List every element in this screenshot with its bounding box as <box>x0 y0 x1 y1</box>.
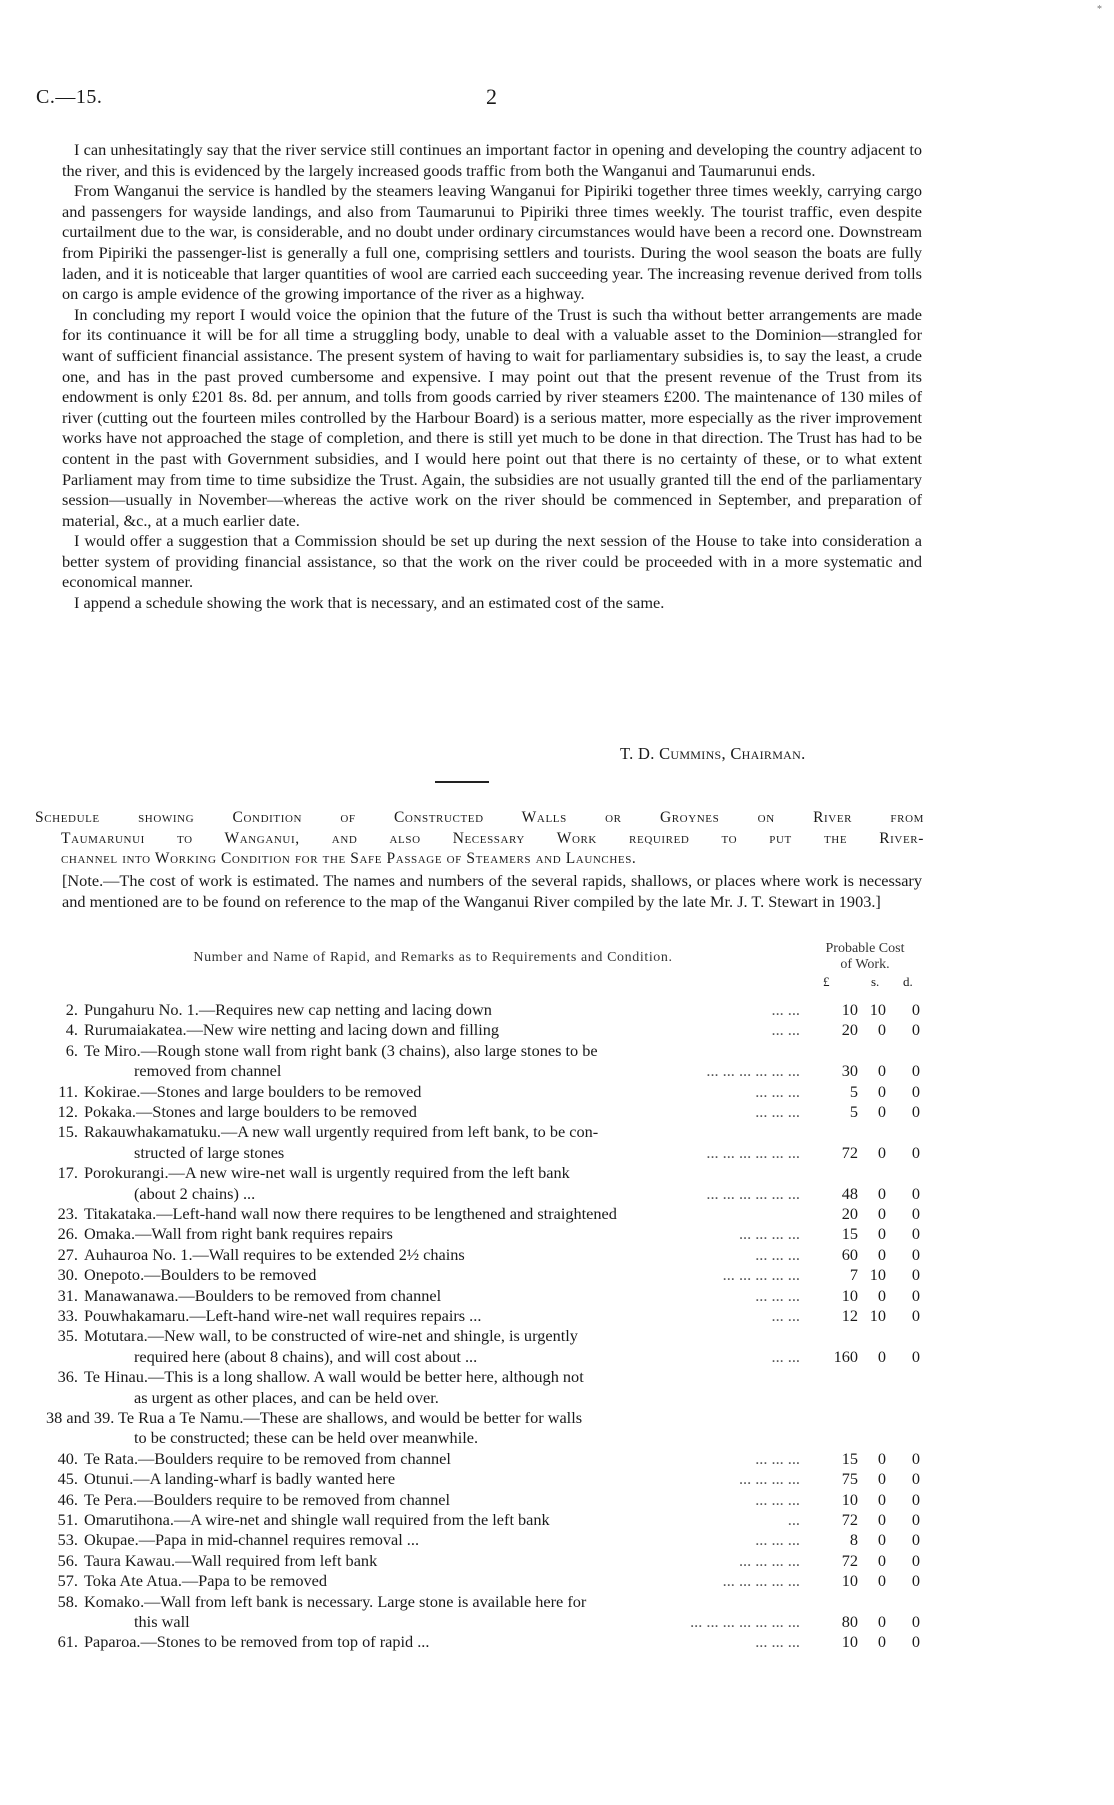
cost-pence: 0 <box>911 1530 920 1550</box>
cost-pounds: 72 <box>841 1550 858 1570</box>
cost-pence: 0 <box>911 1020 920 1040</box>
row-description: Auhauroa No. 1.—Wall requires to be extended 2½ chains <box>84 1244 465 1264</box>
cost-pence: 0 <box>911 1448 920 1468</box>
row-number: 12. <box>57 1102 78 1121</box>
leader-dots: ... ... ... <box>755 1285 800 1305</box>
cost-shillings: 0 <box>877 1469 886 1489</box>
cost-pence: 0 <box>911 1632 920 1652</box>
table-row <box>0 1367 1114 1388</box>
table-row <box>0 1469 1114 1490</box>
row-description: Omarutihona.—A wire-net and shingle wall required from the left bank <box>84 1510 550 1529</box>
leader-dots: ... ... <box>771 1020 800 1040</box>
row-description: Titakataka.—Left-hand wall now there requires to be lengthened and straightened <box>84 1204 617 1223</box>
cost-pence: 0 <box>911 1061 920 1081</box>
leader-dots: ... ... ... ... <box>738 1224 800 1244</box>
leader-dots: ... <box>787 1510 800 1529</box>
row-description: Komako.—Wall from left bank is necessary. Large stone is available here for <box>84 1591 587 1611</box>
row-description: Manawanawa.—Boulders to be removed from channel <box>84 1285 442 1305</box>
table-row <box>0 1510 1114 1531</box>
table-row <box>0 1408 1114 1429</box>
row-description: Okupae.—Papa in mid-channel requires removal ... <box>84 1530 420 1550</box>
row-number: 11. <box>58 1081 78 1101</box>
corner-mark: * <box>1097 4 1102 15</box>
cost-shillings: 0 <box>877 1081 886 1101</box>
cost-pence: 0 <box>911 1224 920 1244</box>
table-row <box>0 1163 1114 1184</box>
cost-pence: 0 <box>911 1183 920 1203</box>
report-paragraph: I append a schedule showing the work that is necessary, and an estimated cost of the same. <box>74 593 665 613</box>
cost-pounds: 5 <box>849 1102 858 1121</box>
row-description-continuation: as urgent as other places, and can be held over. <box>134 1387 439 1407</box>
cost-shillings: 0 <box>877 1061 886 1081</box>
table-row <box>0 1041 1114 1062</box>
leader-dots: ... ... ... <box>755 1632 800 1652</box>
row-number: 26. <box>57 1224 78 1244</box>
table-row <box>0 1000 1114 1021</box>
cost-pence: 0 <box>911 1102 920 1121</box>
leader-dots: ... ... ... ... <box>738 1469 800 1489</box>
cost-pence: 0 <box>911 1306 920 1325</box>
leader-dots: ... ... ... <box>755 1448 800 1468</box>
cost-shillings: 0 <box>877 1550 886 1570</box>
row-number: 27. <box>57 1244 78 1264</box>
leader-dots: ... ... ... <box>755 1530 800 1550</box>
leader-dots: ... ... ... ... ... <box>722 1265 800 1285</box>
row-description: Rurumaiakatea.—New wire netting and lacing down and filling <box>84 1020 500 1040</box>
row-description-continuation: to be constructed; these can be held over meanwhile. <box>134 1428 479 1448</box>
table-row <box>0 1326 1114 1347</box>
table-row <box>0 1530 1114 1551</box>
cost-pounds: 72 <box>841 1142 858 1162</box>
cost-shillings: 10 <box>869 1306 886 1325</box>
table-row <box>0 1632 1114 1653</box>
row-description: Te Pera.—Boulders require to be removed from channel <box>84 1489 450 1509</box>
cost-pence: 0 <box>911 1285 920 1305</box>
cost-shillings: 0 <box>877 1448 886 1468</box>
table-row <box>0 1592 1114 1613</box>
table-row-continuation <box>0 1143 1114 1164</box>
table-row <box>0 1204 1114 1225</box>
row-description-continuation: (about 2 chains) ... <box>134 1183 256 1203</box>
table-row <box>0 1306 1114 1327</box>
leader-dots: ... ... ... ... ... ... <box>706 1183 800 1203</box>
cost-shillings: 0 <box>877 1346 886 1366</box>
pence-symbol: d. <box>903 974 913 989</box>
cost-pence: 0 <box>911 1550 920 1570</box>
cost-shillings: 0 <box>877 1632 886 1652</box>
cost-shillings: 0 <box>877 1285 886 1305</box>
cost-shillings: 0 <box>877 1183 886 1203</box>
column-header: Number and Name of Rapid, and Remarks as to Requirements and Condition. <box>193 950 673 965</box>
row-number: 17. <box>57 1163 78 1183</box>
leader-dots: ... ... ... ... <box>738 1550 800 1570</box>
cost-pounds: 75 <box>841 1469 858 1489</box>
row-description: Otunui.—A landing-wharf is badly wanted here <box>84 1469 396 1489</box>
leader-dots: ... ... ... <box>755 1489 800 1509</box>
cost-pence: 0 <box>911 1510 920 1529</box>
cost-pounds: 10 <box>841 1489 858 1509</box>
cost-pounds: 10 <box>841 1000 858 1019</box>
schedule-title-line: Schedule showing Condition of Constructed Walls or Groynes on River from <box>35 809 924 826</box>
table-row-continuation <box>0 1428 1114 1449</box>
leader-dots: ... ... ... ... ... ... <box>706 1061 800 1081</box>
table-row <box>0 1286 1114 1307</box>
document-reference: C.—15. <box>36 86 103 108</box>
page-number: 2 <box>486 84 497 109</box>
row-description: Te Rata.—Boulders require to be removed from channel <box>84 1448 451 1468</box>
leader-dots: ... ... ... <box>755 1081 800 1101</box>
row-number: 6. <box>65 1040 78 1060</box>
cost-pounds: 15 <box>841 1224 858 1244</box>
row-description-continuation: structed of large stones <box>134 1142 285 1162</box>
cost-shillings: 0 <box>877 1510 886 1529</box>
cost-pounds: 48 <box>841 1183 858 1203</box>
row-description: Taura Kawau.—Wall required from left bank <box>84 1550 378 1570</box>
table-row <box>0 1571 1114 1592</box>
cost-pence: 0 <box>911 1469 920 1489</box>
report-paragraph: From Wanganui the service is handled by the steamers leaving Wanganui for Pipiriki together three times weekly, carrying cargo and passengers for wayside landings, and also from Taumarunui to Pipiriki three times weekly. The tourist traffic, even despite curtailment due to the war, is considerable, and no doubt under ordinary circumstances would have been a record one. Downstream from Pipiriki the passenger-list is generally a full one, comprising settlers and tourists. During the wool season the boats are fully laden, and it is noticeable that larger quantities of wool are carried each succeeding year. The increasing revenue derived from tolls on cargo is ample evidence of the growing importance of the river as a highway. <box>62 181 922 304</box>
cost-shillings: 0 <box>877 1571 886 1591</box>
cost-shillings: 10 <box>869 1265 886 1285</box>
table-row <box>0 1245 1114 1266</box>
row-number: 33. <box>57 1306 78 1325</box>
cost-pounds: 8 <box>849 1530 858 1550</box>
table-row <box>0 1082 1114 1103</box>
shillings-symbol: s. <box>871 974 880 989</box>
row-number: 31. <box>57 1285 78 1305</box>
row-number: 4. <box>65 1020 78 1040</box>
cost-shillings: 0 <box>877 1244 886 1264</box>
cost-shillings: 10 <box>869 1000 886 1019</box>
cost-pounds: 15 <box>841 1448 858 1468</box>
table-row-continuation <box>0 1347 1114 1368</box>
row-number-and-text: 38 and 39. Te Rua a Te Namu.—These are shallows, and would be better for walls <box>46 1408 583 1427</box>
row-description-continuation: required here (about 8 chains), and will cost about ... <box>134 1346 478 1366</box>
row-number: 36. <box>57 1367 78 1387</box>
table-row <box>0 1122 1114 1143</box>
cost-pounds: 72 <box>841 1510 858 1529</box>
row-description: Paparoa.—Stones to be removed from top of rapid ... <box>84 1632 430 1652</box>
table-row <box>0 1449 1114 1470</box>
cost-pounds: 5 <box>849 1081 858 1101</box>
report-paragraph: I can unhesitatingly say that the river service still continues an important factor in opening and developing the country adjacent to the river, and this is evidenced by the largely increased goods traffic from both the Wanganui and Taumarunui ends. <box>62 140 922 180</box>
cost-pounds: 12 <box>841 1306 858 1325</box>
leader-dots: ... ... ... ... ... <box>722 1571 800 1591</box>
row-number: 61. <box>57 1632 78 1652</box>
table-row <box>0 1224 1114 1245</box>
table-row <box>0 1020 1114 1041</box>
signature: T. D. Cummins, Chairman. <box>620 744 806 763</box>
cost-shillings: 0 <box>877 1224 886 1244</box>
row-description: Toka Ate Atua.—Papa to be removed <box>84 1571 328 1591</box>
cost-shillings: 0 <box>877 1102 886 1121</box>
table-row-continuation <box>0 1061 1114 1082</box>
row-description: Omaka.—Wall from right bank requires repairs <box>84 1224 393 1244</box>
pounds-symbol: £ <box>823 974 830 989</box>
row-description: Pouwhakamaru.—Left-hand wire-net wall requires repairs ... <box>84 1306 482 1325</box>
row-number: 15. <box>57 1122 78 1142</box>
row-description: Kokirae.—Stones and large boulders to be removed <box>84 1081 422 1101</box>
row-number: 56. <box>57 1550 78 1570</box>
cost-shillings: 0 <box>877 1612 886 1631</box>
schedule-title-line: Taumarunui to Wanganui, and also Necessary Work required to put the River- <box>61 829 924 847</box>
report-paragraph: I would offer a suggestion that a Commission should be set up during the next session of the House to take into consideration a better system of providing financial assistance, so that the work on the river could be proceeded with in a more systematic and economical manner. <box>62 531 922 592</box>
leader-dots: ... ... <box>771 1346 800 1366</box>
row-number: 51. <box>57 1510 78 1529</box>
cost-pence: 0 <box>911 1000 920 1019</box>
cost-shillings: 0 <box>877 1489 886 1509</box>
cost-pounds: 20 <box>841 1204 858 1223</box>
cost-pence: 0 <box>911 1142 920 1162</box>
cost-pounds: 80 <box>841 1612 858 1631</box>
row-number: 45. <box>57 1469 78 1489</box>
leader-dots: ... ... <box>771 1000 800 1019</box>
leader-dots: ... ... ... <box>755 1244 800 1264</box>
row-number: 53. <box>57 1530 78 1550</box>
table-row <box>0 1102 1114 1123</box>
row-number: 30. <box>57 1265 78 1285</box>
table-row-continuation <box>0 1184 1114 1205</box>
row-description: Te Hinau.—This is a long shallow. A wall would be better here, although not <box>84 1367 584 1387</box>
table-row <box>0 1490 1114 1511</box>
table-row-continuation <box>0 1612 1114 1633</box>
row-number: 40. <box>57 1448 78 1468</box>
row-description: Onepoto.—Boulders to be removed <box>84 1265 317 1285</box>
row-description-continuation: removed from channel <box>134 1061 282 1081</box>
table-row-continuation <box>0 1388 1114 1409</box>
table-row <box>0 1551 1114 1572</box>
table-row <box>0 1265 1114 1286</box>
cost-pence: 0 <box>911 1612 920 1631</box>
report-paragraph: In concluding my report I would voice the opinion that the future of the Trust is such tha without better arrangements are made for its continuance it will be for all time a struggling body, unable to deal with a valuable asset to the Dominion—strangled for want of sufficient financial assistance. The present system of having to wait for parliamentary subsidies is, to say the least, a crude one, and has in the past proved cumbersome and expensive. I may point out that the present revenue of the Trust from its endowment is only £201 8s. 8d. per annum, and tolls from goods carried by river steamers £200. The maintenance of 130 miles of river (cutting out the fourteen miles controlled by the Harbour Board) is a serious matter, more especially as the river improvement works have not approached the stage of completion, and there is still yet much to be done in that direction. The Trust has had to be content in the past with Government subsidies, and I would here point out that there is no certainty of these, or to what extent Parliament may from time to time subsidize the Trust. Again, the subsidies are not usually granted till the end of the parliamentary session—usually in November—whereas the active work on the river should be commenced in September, and preparation of material, &c., at a much earlier date. <box>62 304 922 530</box>
cost-pounds: 30 <box>841 1061 858 1081</box>
cost-pence: 0 <box>911 1244 920 1264</box>
cost-shillings: 0 <box>877 1204 886 1223</box>
leader-dots: ... ... <box>771 1306 800 1325</box>
cost-pence: 0 <box>911 1489 920 1509</box>
cost-shillings: 0 <box>877 1020 886 1040</box>
cost-pounds: 7 <box>849 1265 858 1285</box>
row-number: 23. <box>57 1204 78 1223</box>
cost-pounds: 10 <box>841 1285 858 1305</box>
cost-header-line: of Work. <box>840 957 890 972</box>
row-description: Pokaka.—Stones and large boulders to be removed <box>84 1102 417 1121</box>
row-description: Pungahuru No. 1.—Requires new cap netting and lacing down <box>84 1000 492 1019</box>
leader-dots: ... ... ... ... ... ... <box>706 1142 800 1162</box>
row-description-continuation: this wall <box>134 1612 190 1631</box>
row-number: 2. <box>65 1000 78 1019</box>
cost-shillings: 0 <box>877 1142 886 1162</box>
cost-pounds: 20 <box>841 1020 858 1040</box>
cost-pence: 0 <box>911 1265 920 1285</box>
row-description: Porokurangi.—A new wire-net wall is urgently required from the left bank <box>84 1163 570 1183</box>
cost-header-line: Probable Cost <box>825 941 905 956</box>
row-number: 35. <box>57 1326 78 1346</box>
row-description: Rakauwhakamatuku.—A new wall urgently required from left bank, to be con- <box>84 1122 599 1142</box>
row-number: 46. <box>57 1489 78 1509</box>
cost-pence: 0 <box>911 1204 920 1223</box>
cost-pounds: 160 <box>833 1346 858 1366</box>
cost-pence: 0 <box>911 1081 920 1101</box>
cost-pence: 0 <box>911 1571 920 1591</box>
row-number: 57. <box>57 1571 78 1591</box>
schedule-title-line: channel into Working Condition for the Safe Passage of Steamers and Launches. <box>61 850 637 867</box>
row-description: Motutara.—New wall, to be constructed of wire-net and shingle, is urgently <box>84 1326 578 1346</box>
cost-pence: 0 <box>911 1346 920 1366</box>
cost-pounds: 10 <box>841 1632 858 1652</box>
cost-pounds: 60 <box>841 1244 858 1264</box>
leader-dots: ... ... ... <box>755 1102 800 1121</box>
row-description: Te Miro.—Rough stone wall from right bank (3 chains), also large stones to be <box>84 1040 598 1060</box>
cost-pounds: 10 <box>841 1571 858 1591</box>
leader-dots: ... ... ... ... ... ... ... <box>690 1612 800 1631</box>
cost-shillings: 0 <box>877 1530 886 1550</box>
row-number: 58. <box>57 1591 78 1611</box>
schedule-note: [Note.—The cost of work is estimated. The names and numbers of the several rapids, shallows, or places where work is necessary and mentioned are to be found on reference to the map of the Wanganui River compiled by the late Mr. J. T. Stewart in 1903.] <box>62 871 922 911</box>
